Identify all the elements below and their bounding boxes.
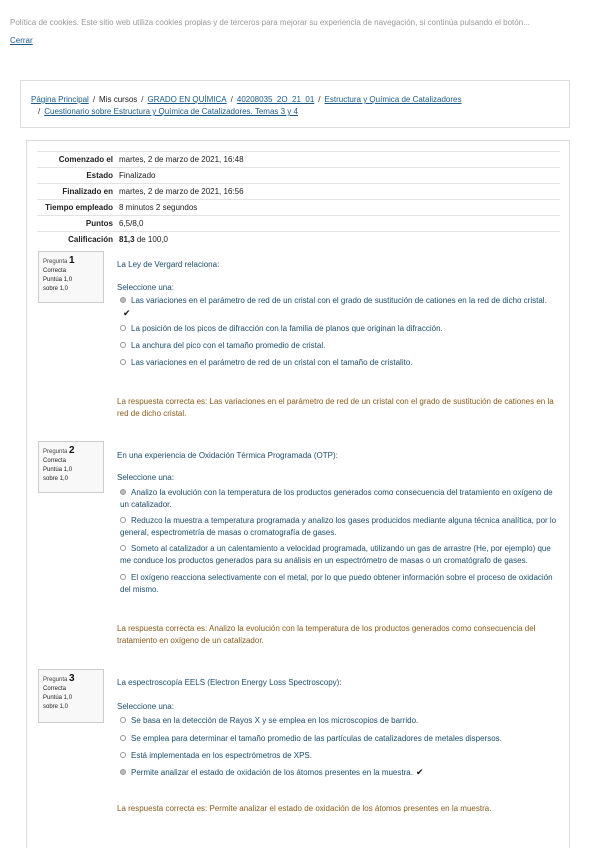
question-status: Correcta (43, 686, 67, 692)
question-text-2: En una experiencia de Oxidación Térmica Programada (OTP): (117, 451, 338, 460)
correct-answer-feedback: La respuesta correcta es: Analizo la evolución con la temperatura de los productos generados como consecuencia del tratamiento en oxígeno de un catalizador. (117, 624, 536, 645)
radio[interactable] (120, 717, 126, 723)
radio[interactable] (120, 574, 126, 580)
breadcrumb-home[interactable]: Página Principal (31, 95, 89, 104)
breadcrumb: Página Principal / Mis cursos / GRADO EN QUÍMICA / 40208035_2O_21_01 / Estructura y Química de Catalizadores / Cuestionario sobre Estructura y Química de Catalizadores. Temas 3 y 4 (20, 80, 570, 128)
radio[interactable] (120, 545, 126, 551)
summary-row: Calificación 81,3 de 100,0 (37, 232, 560, 248)
answer-option[interactable]: Analizo la evolución con la temperatura de los productos generados como consecuencia del tratamiento en oxígeno de un catalizador. (120, 488, 553, 509)
radio-selected[interactable] (120, 489, 126, 495)
breadcrumb-course-code[interactable]: 40208035_2O_21_01 (236, 95, 315, 104)
question-text-3: La espectroscopía EELS (Electron Energy Loss Spectroscopy): (117, 678, 342, 687)
radio[interactable] (120, 325, 126, 331)
correct-answer-feedback: La respuesta correcta es: Las variaciones en el parámetro de red de un cristal con el grado de sustitución de cationes en la red de dicho cristal. (117, 397, 554, 418)
select-prompt: Seleccione una: (117, 283, 174, 292)
cookie-banner-text: Política de cookies. Este sitio web utiliza cookies propias y de terceros para mejorar su experiencia de navegación, si continúa pulsando el botón... (10, 18, 530, 27)
radio-selected[interactable] (120, 769, 126, 775)
select-prompt: Seleccione una: (117, 702, 174, 711)
radio[interactable] (120, 752, 126, 758)
attempt-summary-table (37, 151, 560, 247)
radio-selected[interactable] (120, 297, 126, 303)
breadcrumb-course[interactable]: Estructura y Química de Catalizadores (324, 95, 462, 104)
answer-option[interactable]: Está implementada en los espectrómetros de XPS. (120, 750, 560, 762)
radio[interactable] (120, 359, 126, 365)
answer-option[interactable]: Las variaciones en el parámetro de red de un cristal con el tamaño de cristalito. (120, 357, 560, 369)
summary-row: Puntos 6,5/8,0 (37, 216, 560, 232)
question-text-1: La Ley de Vergard relaciona: (117, 260, 220, 269)
question-status: Correcta (43, 458, 67, 464)
close-link[interactable]: Cerrar (10, 36, 33, 45)
answer-option[interactable]: Se basa en la detección de Rayos X y se emplea en los microscopios de barrido. (120, 715, 560, 727)
summary-row: Comenzado el martes, 2 de marzo de 2021, 16:48 (37, 152, 560, 168)
breadcrumb-my-courses[interactable]: Mis cursos (99, 95, 138, 104)
check-icon: ✔ (123, 308, 131, 318)
question-info-3: Pregunta 3 Correcta Puntúa 1,0 sobre 1,0 (38, 669, 104, 723)
answer-option[interactable]: Permite analizar el estado de oxidación de los átomos presentes en la muestra. ✔ (120, 766, 560, 779)
quiz-review (26, 140, 570, 848)
select-prompt: Seleccione una: (117, 473, 174, 482)
radio[interactable] (120, 517, 126, 523)
answer-option[interactable]: Las variaciones en el parámetro de red de un cristal con el grado de sustitución de cationes en la red de dicho cristal. ✔ (120, 295, 560, 320)
answer-option[interactable]: Se emplea para determinar el tamaño promedio de las partículas de catalizadores de metales dispersos. (120, 733, 560, 745)
answer-option[interactable]: Reduzco la muestra a temperatura programada y analizo los gases producidos mediante alguna técnica analítica, por lo general, espectrometría de masas o cromatografía de gases. (120, 516, 557, 537)
summary-row: Tiempo empleado 8 minutos 2 segundos (37, 200, 560, 216)
breadcrumb-degree[interactable]: GRADO EN QUÍMICA (147, 95, 227, 104)
question-info-2: Pregunta 2 Correcta Puntúa 1,0 sobre 1,0 (38, 441, 104, 493)
summary-row: Finalizado en martes, 2 de marzo de 2021, 16:56 (37, 184, 560, 200)
answer-option[interactable]: La anchura del pico con el tamaño promedio de cristal. (120, 340, 560, 352)
correct-answer-feedback: La respuesta correcta es: Permite analizar el estado de oxidación de los átomos presentes en la muestra. (117, 804, 492, 813)
question-status: Correcta (43, 268, 67, 274)
question-info-1: Pregunta 1 Correcta Puntúa 1,0 sobre 1,0 (38, 251, 104, 303)
breadcrumb-quiz[interactable]: Cuestionario sobre Estructura y Química de Catalizadores. Temas 3 y 4 (44, 107, 298, 116)
radio[interactable] (120, 735, 126, 741)
radio[interactable] (120, 342, 126, 348)
answer-option[interactable]: La posición de los picos de difracción con la familia de planos que originan la difracción. (120, 323, 560, 335)
check-icon: ✔ (415, 767, 424, 777)
answer-option[interactable]: Someto al catalizador a un calentamiento a velocidad programada, utilizando un gas de arrastre (He, por ejemplo) que me conduce los productos generados para su análisis en un espectrómetro de masas o un cromatógrafo de gases. (120, 544, 551, 565)
answer-option[interactable]: El oxígeno reacciona selectivamente con el metal, por lo que puedo obtener información sobre el proceso de oxidación del mismo. (120, 573, 553, 594)
summary-row: Estado Finalizado (37, 168, 560, 184)
